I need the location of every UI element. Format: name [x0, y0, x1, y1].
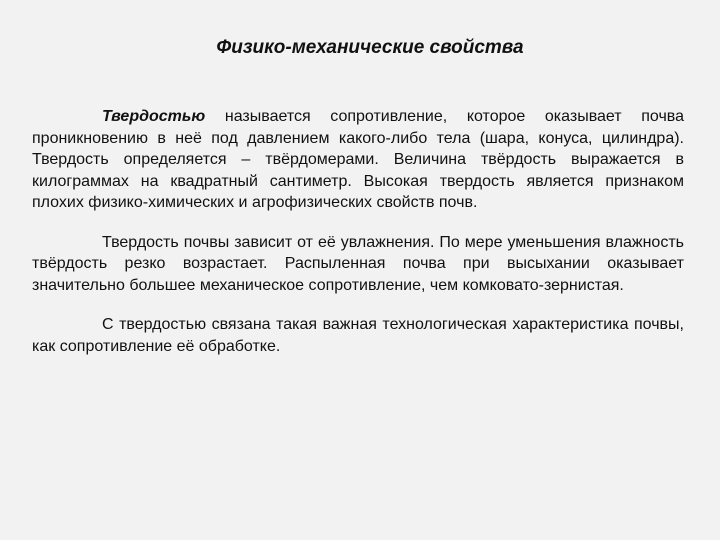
- paragraph-hardness-definition: [32, 106, 684, 214]
- slide-body: [32, 106, 684, 357]
- slide-title: Физико-механические свойства: [216, 37, 524, 58]
- paragraph-tillage-resistance: [32, 314, 684, 357]
- term-hardness: Твердостью: [102, 108, 206, 125]
- paragraph-moisture-dependence: [32, 232, 684, 297]
- paragraph-text: называется сопротивление, которое оказывает почва проникновению в неё под давлением какого-либо тела (шара, конуса, цилиндра). Твердость определяется – твёрдомерами. Величина твёрдость выражается в килограммах на квадратный сантиметр. Высокая твердость является признаком плохих физико-химических и агрофизических свойств почв.: [32, 108, 684, 211]
- paragraph-text: С твердостью связана такая важная технологическая характеристика почвы, как сопротивление её обработке.: [32, 316, 684, 355]
- paragraph-text: Твердость почвы зависит от её увлажнения. По мере уменьшения влажность твёрдость резко возрастает. Распыленная почва при высыхании оказывает значительно большее механическое сопротивление, чем комковато-зернистая.: [32, 233, 684, 294]
